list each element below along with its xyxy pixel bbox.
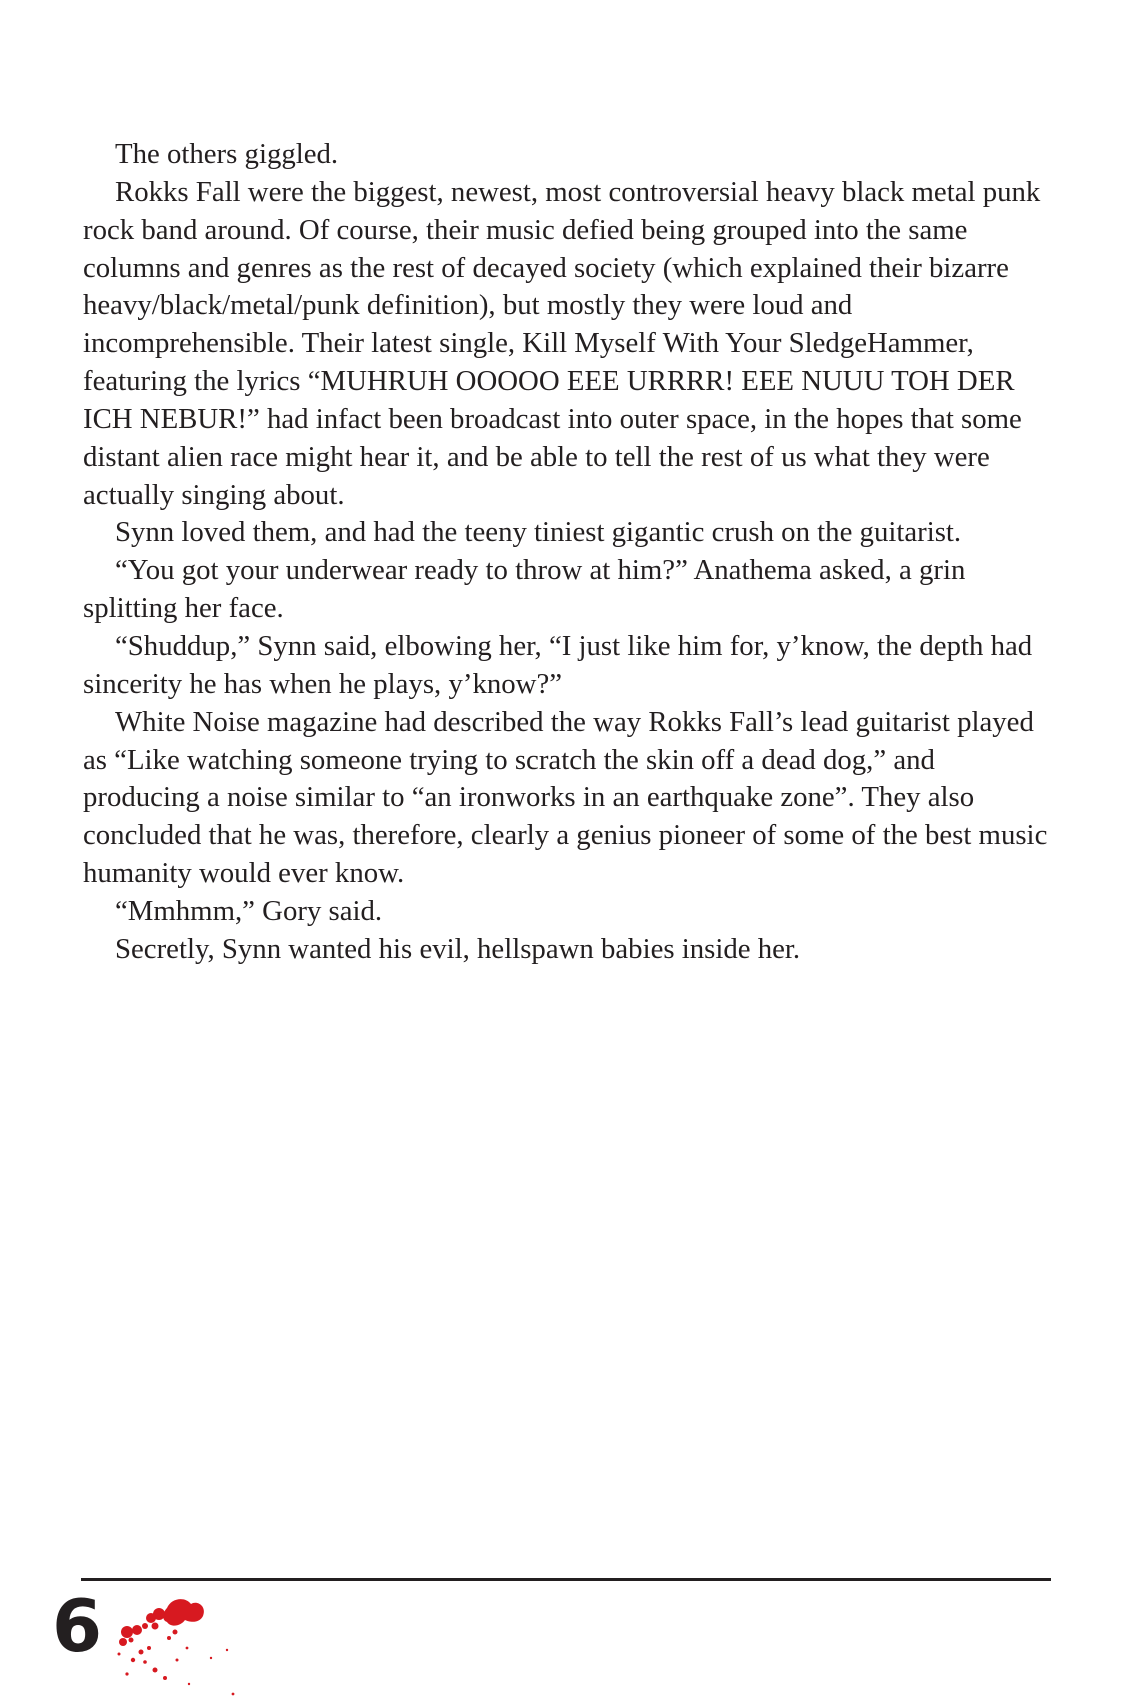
- body-text: [83, 136, 1053, 969]
- footer-rule: [81, 1578, 1051, 1581]
- paragraph: The others giggled.: [115, 138, 339, 170]
- paragraph: White Noise magazine had described the way Rokks Fall’s lead guitarist played as “Like watching someone trying to scratch the skin off a dead dog,” and producing a noise similar to “an ironworks in an earthquake zone”. They also concluded that he was, therefore, clearly a genius pioneer of some of the best music humanity would ever know.: [83, 705, 1048, 890]
- blood-splatter-icon: [115, 1590, 265, 1700]
- paragraph: Secretly, Synn wanted his evil, hellspawn babies inside her.: [115, 932, 801, 965]
- paragraph: “Shuddup,” Synn said, elbowing her, “I just like him for, y’know, the depth had sincerity he has when he plays, y’know?”: [83, 629, 1033, 700]
- paragraph: Synn loved them, and had the teeny tiniest gigantic crush on the guitarist.: [115, 516, 962, 549]
- page-number: 6: [52, 1584, 101, 1668]
- paragraph: “You got your underwear ready to throw at him?” Anathema asked, a grin splitting her face.: [83, 554, 966, 625]
- paragraph: Rokks Fall were the biggest, newest, most controversial heavy black metal punk rock band around. Of course, their music defied being grouped into the same columns and genres as the rest of decayed society (which explained their bizarre heavy/black/metal/punk definition), but mostly they were loud and incomprehensible. Their latest single, Kill Myself With Your SledgeHammer, featuring the lyrics “MUHRUH OOOOO EEE URRRR! EEE NUUU TOH DER ICH NEBUR!” had infact been broadcast into outer space, in the hopes that some distant alien race might hear it, and be able to tell the rest of us what they were actually singing about.: [83, 175, 1041, 511]
- paragraph: “Mmhmm,” Gory said.: [115, 894, 383, 927]
